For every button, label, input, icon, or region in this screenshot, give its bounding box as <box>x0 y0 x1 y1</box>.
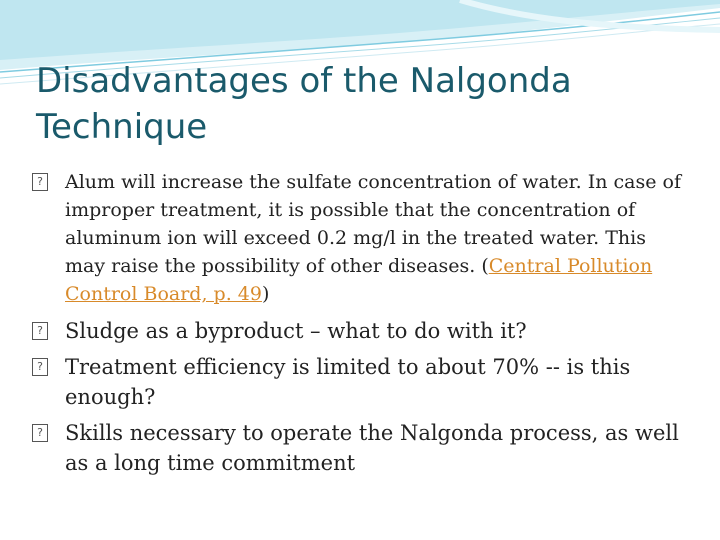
bullet-marker-icon: ? <box>32 173 48 191</box>
bullet-text: Skills necessary to operate the Nalgonda process, as well as a long time commitment <box>65 421 679 475</box>
bullet-text: Treatment efficiency is limited to about 70% -- is this enough? <box>65 355 631 409</box>
slide-title: Disadvantages of the Nalgonda Technique <box>36 61 572 147</box>
bullet-item <box>32 316 692 346</box>
bullet-list <box>32 168 692 484</box>
bullet-marker-icon: ? <box>32 322 48 340</box>
citation-link[interactable]: Central Pollution Control Board, p. 49 <box>65 255 653 305</box>
bullet-marker-icon: ? <box>32 358 48 376</box>
bullet-item <box>32 168 692 308</box>
bullet-item <box>32 352 692 412</box>
bullet-text: Sludge as a byproduct – what to do with it? <box>65 319 527 343</box>
bullet-text: Alum will increase the sulfate concentration of water. In case of improper treatment, it is possible that the concentration of aluminum ion will exceed 0.2 mg/l in the treated water. This may raise the possibility of other diseases. ( <box>65 171 681 277</box>
bullet-item <box>32 418 692 478</box>
bullet-text-end: ) <box>261 283 270 305</box>
bullet-marker-icon: ? <box>32 424 48 442</box>
